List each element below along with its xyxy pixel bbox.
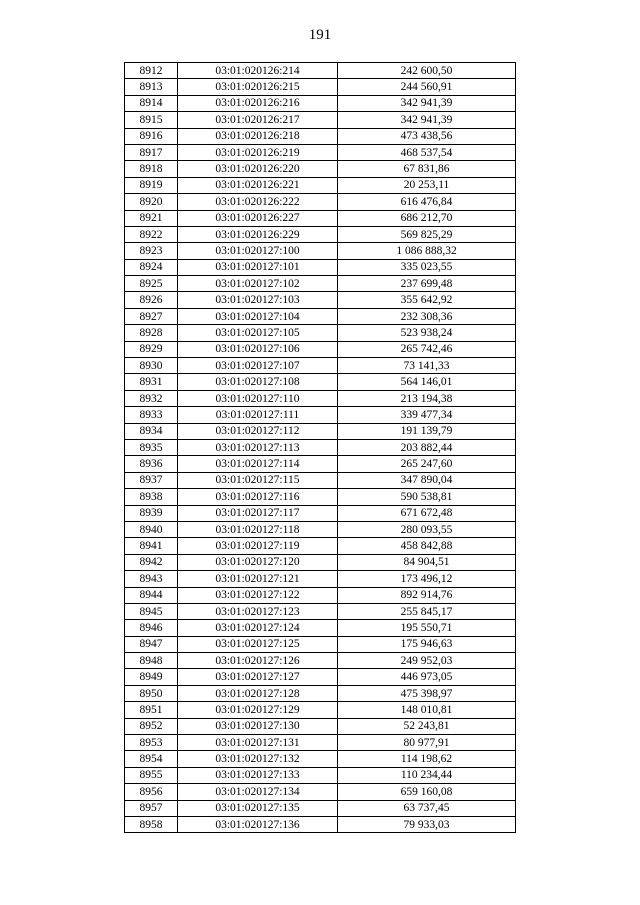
cadastral-number-cell: 03:01:020127:124: [178, 620, 338, 636]
value-cell: 67 831,86: [338, 161, 516, 177]
row-number-cell: 8950: [125, 685, 178, 701]
row-number-cell: 8955: [125, 767, 178, 783]
value-cell: 175 946,63: [338, 636, 516, 652]
row-number-cell: 8922: [125, 226, 178, 242]
row-number-cell: 8930: [125, 358, 178, 374]
value-cell: 265 742,46: [338, 341, 516, 357]
table-row: [125, 374, 516, 390]
value-cell: 84 904,51: [338, 554, 516, 570]
table-row: [125, 571, 516, 587]
table-row: [125, 259, 516, 275]
table-row: [125, 161, 516, 177]
cadastral-number-cell: 03:01:020127:111: [178, 407, 338, 423]
table-row: [125, 735, 516, 751]
row-number-cell: 8913: [125, 79, 178, 95]
row-number-cell: 8947: [125, 636, 178, 652]
cadastral-number-cell: 03:01:020127:103: [178, 292, 338, 308]
table-row: [125, 669, 516, 685]
cadastral-number-cell: 03:01:020127:123: [178, 603, 338, 619]
table-row: [125, 816, 516, 832]
value-cell: 339 477,34: [338, 407, 516, 423]
cadastral-number-cell: 03:01:020127:131: [178, 735, 338, 751]
row-number-cell: 8932: [125, 390, 178, 406]
table-row: [125, 276, 516, 292]
row-number-cell: 8938: [125, 489, 178, 505]
table-row: [125, 358, 516, 374]
cadastral-number-cell: 03:01:020127:126: [178, 653, 338, 669]
row-number-cell: 8917: [125, 144, 178, 160]
table-row: [125, 718, 516, 734]
cadastral-number-cell: 03:01:020126:214: [178, 63, 338, 79]
table-row: [125, 439, 516, 455]
row-number-cell: 8919: [125, 177, 178, 193]
table-row: [125, 292, 516, 308]
value-cell: 686 212,70: [338, 210, 516, 226]
cadastral-number-cell: 03:01:020127:119: [178, 538, 338, 554]
value-cell: 79 933,03: [338, 816, 516, 832]
row-number-cell: 8929: [125, 341, 178, 357]
row-number-cell: 8915: [125, 112, 178, 128]
cadastral-number-cell: 03:01:020126:215: [178, 79, 338, 95]
cadastral-value-table: [124, 62, 516, 833]
table-row: [125, 800, 516, 816]
cadastral-number-cell: 03:01:020126:218: [178, 128, 338, 144]
value-cell: 342 941,39: [338, 112, 516, 128]
value-cell: 195 550,71: [338, 620, 516, 636]
row-number-cell: 8918: [125, 161, 178, 177]
row-number-cell: 8940: [125, 521, 178, 537]
cadastral-number-cell: 03:01:020126:220: [178, 161, 338, 177]
table-row: [125, 390, 516, 406]
value-cell: 244 560,91: [338, 79, 516, 95]
value-cell: 148 010,81: [338, 702, 516, 718]
row-number-cell: 8924: [125, 259, 178, 275]
row-number-cell: 8935: [125, 439, 178, 455]
row-number-cell: 8952: [125, 718, 178, 734]
row-number-cell: 8956: [125, 784, 178, 800]
row-number-cell: 8948: [125, 653, 178, 669]
row-number-cell: 8949: [125, 669, 178, 685]
value-cell: 659 160,08: [338, 784, 516, 800]
value-cell: 342 941,39: [338, 95, 516, 111]
table-row: [125, 554, 516, 570]
cadastral-number-cell: 03:01:020127:120: [178, 554, 338, 570]
table-row: [125, 456, 516, 472]
table-row: [125, 79, 516, 95]
row-number-cell: 8920: [125, 194, 178, 210]
table-row: [125, 243, 516, 259]
row-number-cell: 8931: [125, 374, 178, 390]
row-number-cell: 8916: [125, 128, 178, 144]
cadastral-number-cell: 03:01:020127:125: [178, 636, 338, 652]
table-row: [125, 620, 516, 636]
cadastral-number-cell: 03:01:020126:219: [178, 144, 338, 160]
table-body: [125, 63, 516, 833]
cadastral-number-cell: 03:01:020127:121: [178, 571, 338, 587]
cadastral-number-cell: 03:01:020127:127: [178, 669, 338, 685]
table-row: [125, 784, 516, 800]
row-number-cell: 8933: [125, 407, 178, 423]
table-row: [125, 325, 516, 341]
table-row: [125, 95, 516, 111]
value-cell: 20 253,11: [338, 177, 516, 193]
value-cell: 213 194,38: [338, 390, 516, 406]
table-row: [125, 489, 516, 505]
table-row: [125, 112, 516, 128]
value-cell: 73 141,33: [338, 358, 516, 374]
cadastral-number-cell: 03:01:020127:117: [178, 505, 338, 521]
row-number-cell: 8914: [125, 95, 178, 111]
row-number-cell: 8943: [125, 571, 178, 587]
value-cell: 203 882,44: [338, 439, 516, 455]
row-number-cell: 8942: [125, 554, 178, 570]
cadastral-number-cell: 03:01:020127:107: [178, 358, 338, 374]
cadastral-number-cell: 03:01:020126:217: [178, 112, 338, 128]
value-cell: 110 234,44: [338, 767, 516, 783]
table-row: [125, 587, 516, 603]
value-cell: 569 825,29: [338, 226, 516, 242]
table-row: [125, 63, 516, 79]
table-row: [125, 341, 516, 357]
cadastral-number-cell: 03:01:020127:128: [178, 685, 338, 701]
row-number-cell: 8958: [125, 816, 178, 832]
cadastral-number-cell: 03:01:020127:130: [178, 718, 338, 734]
row-number-cell: 8925: [125, 276, 178, 292]
table-row: [125, 472, 516, 488]
row-number-cell: 8923: [125, 243, 178, 259]
row-number-cell: 8945: [125, 603, 178, 619]
value-cell: 52 243,81: [338, 718, 516, 734]
row-number-cell: 8941: [125, 538, 178, 554]
value-cell: 347 890,04: [338, 472, 516, 488]
value-cell: 892 914,76: [338, 587, 516, 603]
value-cell: 249 952,03: [338, 653, 516, 669]
value-cell: 473 438,56: [338, 128, 516, 144]
value-cell: 280 093,55: [338, 521, 516, 537]
cadastral-number-cell: 03:01:020127:100: [178, 243, 338, 259]
page-number: 191: [308, 27, 332, 43]
row-number-cell: 8946: [125, 620, 178, 636]
value-cell: 475 398,97: [338, 685, 516, 701]
cadastral-number-cell: 03:01:020127:122: [178, 587, 338, 603]
value-cell: 564 146,01: [338, 374, 516, 390]
cadastral-number-cell: 03:01:020127:136: [178, 816, 338, 832]
value-cell: 191 139,79: [338, 423, 516, 439]
value-cell: 355 642,92: [338, 292, 516, 308]
cadastral-number-cell: 03:01:020126:227: [178, 210, 338, 226]
value-cell: 237 699,48: [338, 276, 516, 292]
table-row: [125, 603, 516, 619]
row-number-cell: 8957: [125, 800, 178, 816]
cadastral-number-cell: 03:01:020127:101: [178, 259, 338, 275]
table-row: [125, 767, 516, 783]
value-cell: 590 538,81: [338, 489, 516, 505]
table-row: [125, 636, 516, 652]
value-cell: 1 086 888,32: [338, 243, 516, 259]
cadastral-number-cell: 03:01:020127:110: [178, 390, 338, 406]
value-cell: 255 845,17: [338, 603, 516, 619]
table-row: [125, 685, 516, 701]
table-row: [125, 144, 516, 160]
row-number-cell: 8926: [125, 292, 178, 308]
table-row: [125, 226, 516, 242]
cadastral-number-cell: 03:01:020126:222: [178, 194, 338, 210]
row-number-cell: 8934: [125, 423, 178, 439]
value-cell: 671 672,48: [338, 505, 516, 521]
cadastral-number-cell: 03:01:020127:134: [178, 784, 338, 800]
cadastral-number-cell: 03:01:020126:216: [178, 95, 338, 111]
value-cell: 232 308,36: [338, 308, 516, 324]
table-row: [125, 653, 516, 669]
cadastral-number-cell: 03:01:020127:105: [178, 325, 338, 341]
row-number-cell: 8927: [125, 308, 178, 324]
value-cell: 458 842,88: [338, 538, 516, 554]
row-number-cell: 8936: [125, 456, 178, 472]
cadastral-number-cell: 03:01:020127:104: [178, 308, 338, 324]
cadastral-number-cell: 03:01:020126:229: [178, 226, 338, 242]
value-cell: 616 476,84: [338, 194, 516, 210]
value-cell: 335 023,55: [338, 259, 516, 275]
table-row: [125, 308, 516, 324]
row-number-cell: 8928: [125, 325, 178, 341]
cadastral-number-cell: 03:01:020127:112: [178, 423, 338, 439]
cadastral-number-cell: 03:01:020127:116: [178, 489, 338, 505]
row-number-cell: 8944: [125, 587, 178, 603]
cadastral-number-cell: 03:01:020127:129: [178, 702, 338, 718]
cadastral-number-cell: 03:01:020127:133: [178, 767, 338, 783]
cadastral-number-cell: 03:01:020127:113: [178, 439, 338, 455]
cadastral-number-cell: 03:01:020127:108: [178, 374, 338, 390]
row-number-cell: 8953: [125, 735, 178, 751]
table-row: [125, 407, 516, 423]
table-row: [125, 702, 516, 718]
value-cell: 242 600,50: [338, 63, 516, 79]
table-row: [125, 210, 516, 226]
row-number-cell: 8937: [125, 472, 178, 488]
row-number-cell: 8912: [125, 63, 178, 79]
row-number-cell: 8951: [125, 702, 178, 718]
table-row: [125, 194, 516, 210]
table-row: [125, 505, 516, 521]
cadastral-number-cell: 03:01:020127:118: [178, 521, 338, 537]
value-cell: 523 938,24: [338, 325, 516, 341]
value-cell: 63 737,45: [338, 800, 516, 816]
row-number-cell: 8921: [125, 210, 178, 226]
table-row: [125, 128, 516, 144]
table-row: [125, 751, 516, 767]
value-cell: 114 198,62: [338, 751, 516, 767]
value-cell: 173 496,12: [338, 571, 516, 587]
cadastral-number-cell: 03:01:020127:114: [178, 456, 338, 472]
cadastral-number-cell: 03:01:020126:221: [178, 177, 338, 193]
cadastral-number-cell: 03:01:020127:102: [178, 276, 338, 292]
value-cell: 446 973,05: [338, 669, 516, 685]
cadastral-number-cell: 03:01:020127:115: [178, 472, 338, 488]
row-number-cell: 8954: [125, 751, 178, 767]
value-cell: 80 977,91: [338, 735, 516, 751]
table-row: [125, 538, 516, 554]
cadastral-number-cell: 03:01:020127:106: [178, 341, 338, 357]
row-number-cell: 8939: [125, 505, 178, 521]
table-row: [125, 177, 516, 193]
cadastral-number-cell: 03:01:020127:135: [178, 800, 338, 816]
value-cell: 265 247,60: [338, 456, 516, 472]
value-cell: 468 537,54: [338, 144, 516, 160]
table-row: [125, 521, 516, 537]
cadastral-number-cell: 03:01:020127:132: [178, 751, 338, 767]
table-row: [125, 423, 516, 439]
